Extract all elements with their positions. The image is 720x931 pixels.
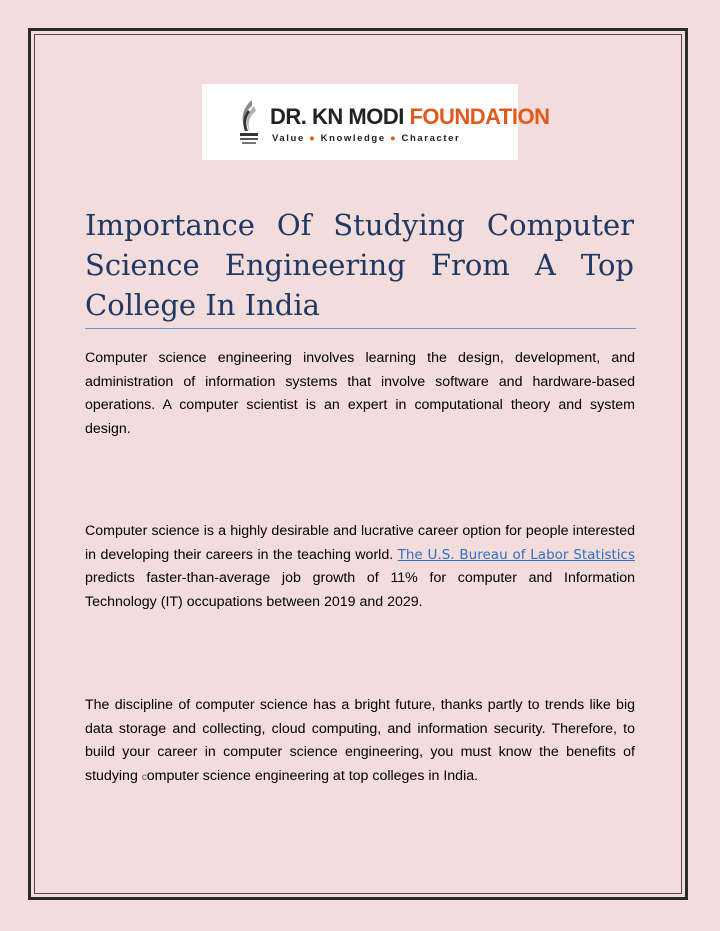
tagline-dot: ● <box>309 133 317 144</box>
paragraph-future-text-end: omputer science engineering at top colleges in India. <box>146 767 479 784</box>
paragraph-career-text: Computer science is a highly desirable and lucrative career option for people interested in developing their careers in the teaching world. <box>85 523 635 563</box>
foundation-logo <box>202 84 550 160</box>
title-underline <box>85 328 636 329</box>
logo-name-accent: FOUNDATION <box>409 104 550 129</box>
flame-emblem-icon <box>232 96 266 150</box>
logo-name-dark: DR. KN MODI <box>270 104 410 129</box>
paragraph-future-text: The discipline of computer science has a bright future, thanks partly to trends like big data storage and collecting, cloud computing, and information security. Therefore, to build your career in computer science engineering, you must know the benefits of studying <box>85 697 635 784</box>
logo-wordmark <box>270 104 549 130</box>
logo-tagline <box>272 133 460 145</box>
bls-link[interactable]: The U.S. Bureau of Labor Statistics <box>397 546 635 563</box>
tagline-value: Value <box>272 133 310 144</box>
paragraph-future <box>85 694 635 789</box>
tagline-knowledge: Knowledge <box>316 133 390 144</box>
small-c-mark: c <box>141 771 147 783</box>
paragraph-career <box>85 520 635 614</box>
paragraph-career-text-end: predicts faster-than-average job growth of 11% for computer and Information Technology (IT) occupations between 2019 and 2029. <box>85 570 635 610</box>
tagline-character: Character <box>397 133 461 144</box>
tagline-dot: ● <box>389 133 398 144</box>
article-title: Importance Of Studying Computer Science Engineering From A Top College In India <box>85 208 634 322</box>
paragraph-intro: Computer science engineering involves learning the design, development, and administration of information systems that involve software and hardware-based operations. A computer scientist is an expert in computational theory and system design. <box>85 350 635 437</box>
